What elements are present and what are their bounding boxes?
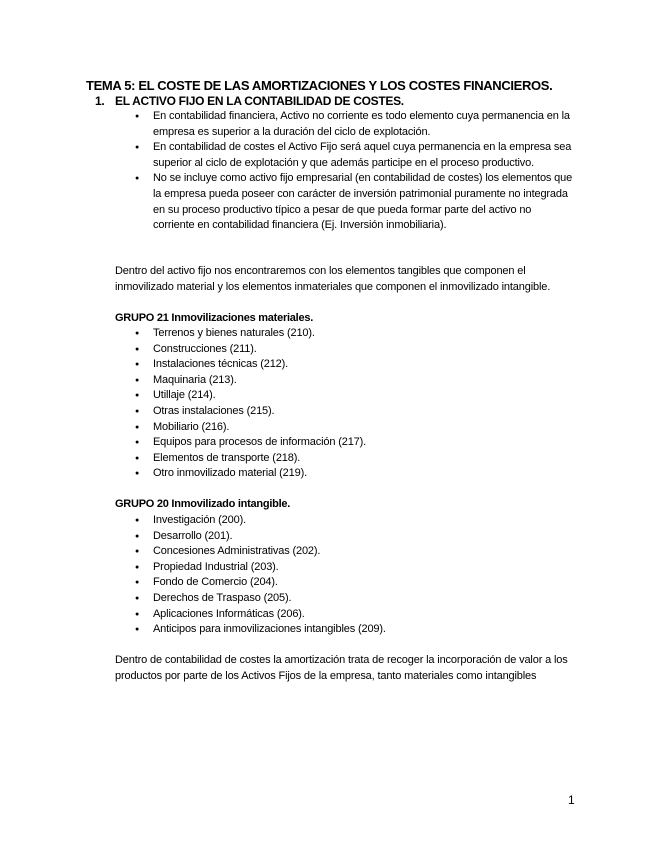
group-21-item: ● Maquinaria (213). [135,373,575,389]
group-20-item: ● Fondo de Comercio (204). [135,575,575,591]
group-20-item: ● Desarrollo (201). [135,529,575,545]
group-20-item: ● Propiedad Industrial (203). [135,560,575,576]
group-21-item: ● Instalaciones técnicas (212). [135,357,575,373]
document-title: TEMA 5: EL COSTE DE LAS AMORTIZACIONES Y LOS COSTES FINANCIEROS. [86,78,553,93]
group-21-item: ● Construcciones (211). [135,342,575,358]
group-20-item: ● Derechos de Traspaso (205). [135,591,575,607]
group-20-item: ● Concesiones Administrativas (202). [135,544,575,560]
page-number: 1 [568,793,575,807]
group-20-item: ● Investigación (200). [135,513,575,529]
group-21-heading: GRUPO 21 Inmovilizaciones materiales. [115,312,313,324]
paragraph-amortizacion: Dentro de contabilidad de costes la amortización trata de recoger la incorporación de valor a los productos por parte de los Activos Fijos de la empresa, tanto materiales como intangibles [115,654,568,682]
section-heading [95,94,404,109]
group-21-item: ● Otro inmovilizado material (219). [135,466,575,482]
group-21-item: ● Elementos de transporte (218). [135,451,575,467]
group-20-heading: GRUPO 20 Inmovilizado intangible. [115,498,291,510]
group-21-item: ● Mobiliario (216). [135,420,575,436]
paragraph-activo-fijo: Dentro del activo fijo nos encontraremos con los elementos tangibles que componen el inmovilizado material y los elementos inmateriales que componen el inmovilizado intangible. [115,265,551,293]
group-20-item: ● Aplicaciones Informáticas (206). [135,607,575,623]
group-21-item: ● Terrenos y bienes naturales (210). [135,326,575,342]
intro-bullet-item: ● No se incluye como activo fijo empresarial (en contabilidad de costes) los elementos que la empresa pueda poseer con carácter de inversión patrimonial puramente no integrada en su proceso productivo típico a pesar de que pueda formar parte del activo no corriente en contabilidad financiera (Ej. Inversión inmobiliaria). [135,171,575,233]
section-heading-text: EL ACTIVO FIJO EN LA CONTABILIDAD DE COSTES. [115,94,404,108]
group-21-item: ● Otras instalaciones (215). [135,404,575,420]
group-21-list [135,326,575,482]
intro-bullet-item: ● En contabilidad financiera, Activo no corriente es todo elemento cuya permanencia en la empresa es superior a la duración del ciclo de explotación. [135,109,575,140]
section-number: 1. [95,94,105,108]
intro-bullet-list [135,109,575,234]
group-21-item: ● Utillaje (214). [135,388,575,404]
group-20-item: ● Anticipos para inmovilizaciones intangibles (209). [135,622,575,638]
intro-bullet-item: ● En contabilidad de costes el Activo Fijo será aquel cuya permanencia en la empresa sea superior al ciclo de explotación y que además participe en el proceso productivo. [135,140,575,171]
group-21-item: ● Equipos para procesos de información (217). [135,435,575,451]
group-20-list [135,513,575,638]
